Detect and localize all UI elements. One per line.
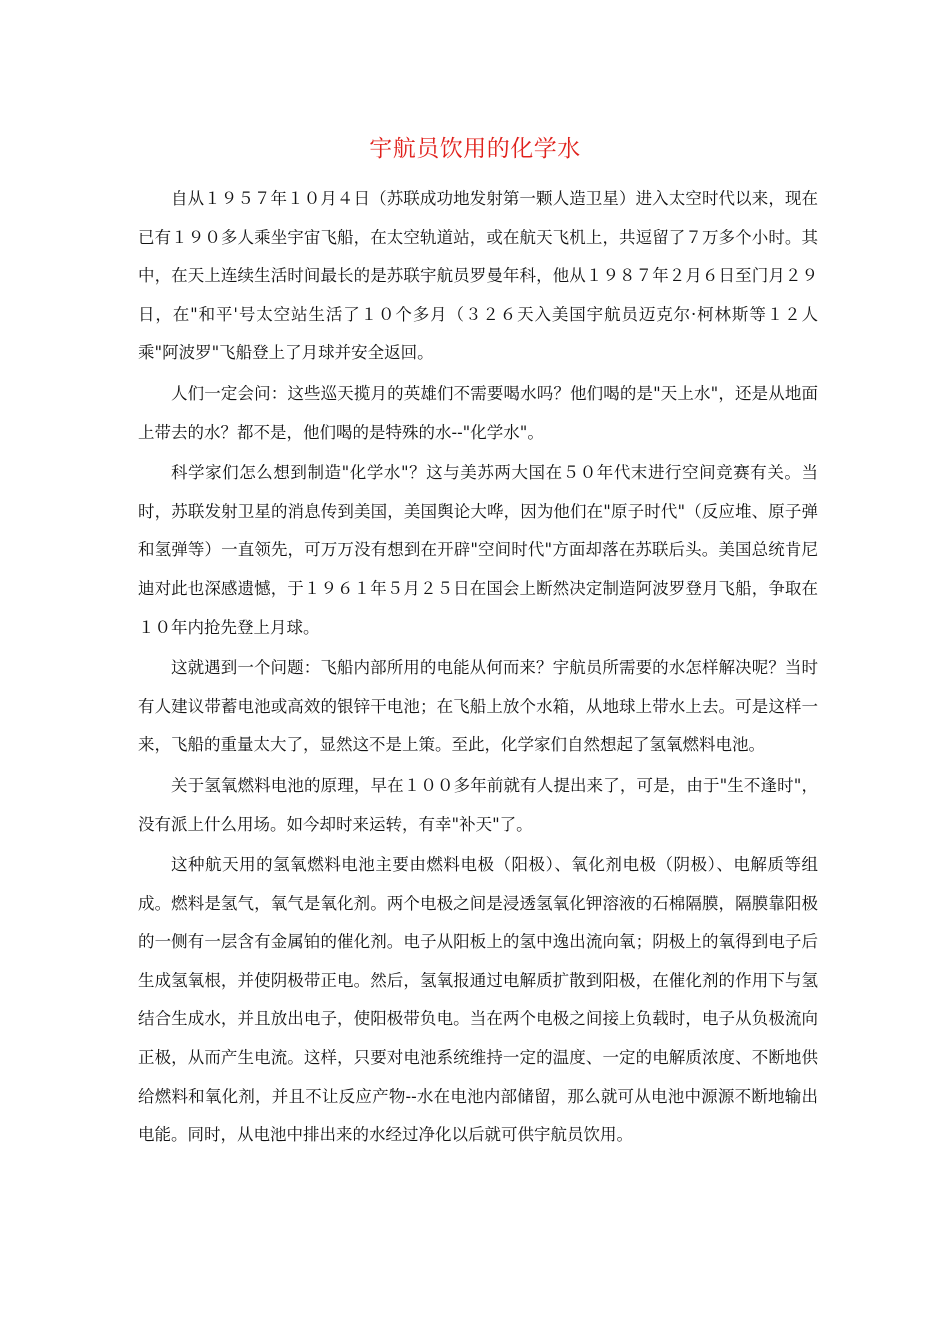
document-body [138, 180, 818, 1155]
paragraph-4: 这就遇到一个问题：飞船内部所用的电能从何而来？宇航员所需要的水怎样解决呢？当时有人建议带蓄电池或高效的银锌干电池；在飞船上放个水箱，从地球上带水上去。可是这样一来，飞船的重量太大了，显然这不是上策。至此，化学家们自然想起了氢氧燃料电池。 [138, 658, 818, 755]
document-title: 宇航员饮用的化学水 [369, 136, 581, 162]
paragraph-5: 关于氢氧燃料电池的原理，早在１００多年前就有人提出来了，可是，由于"生不逢时"，没有派上什么用场。如今却时来运转，有幸"补天"了。 [138, 775, 818, 834]
paragraph-6: 这种航天用的氢氧燃料电池主要由燃料电极（阳极）、氧化剂电极（阴极）、电解质等组成。燃料是氢气，氧气是氧化剂。两个电极之间是浸透氢氧化钾溶液的石棉隔膜，隔膜靠阳极的一侧有一层含有金属铂的催化剂。电子从阳板上的氢中逸出流向氧；阴极上的氧得到电子后生成氢氧根，并使阴极带正电。然后，氢氧报通过电解质扩散到阳极，在催化剂的作用下与氢结合生成水，并且放出电子，使阳极带负电。当在两个电极之间接上负载时，电子从负极流向正极，从而产生电流。这样，只要对电池系统维持一定的温度、一定的电解质浓度、不断地供给燃料和氧化剂，并且不让反应产物--水在电池内部储留，那么就可从电池中源源不断地输出电能。同时，从电池中排出来的水经过净化以后就可供宇航员饮用。 [138, 855, 818, 1145]
paragraph-2: 人们一定会问：这些巡天揽月的英雄们不需要喝水吗？他们喝的是"天上水"，还是从地面上带去的水？都不是，他们喝的是特殊的水--"化学水"。 [138, 383, 818, 442]
paragraph-3: 科学家们怎么想到制造"化学水"？这与美苏两大国在５０年代末进行空间竞赛有关。当时，苏联发射卫星的消息传到美国，美国舆论大哗，因为他们在"原子时代"（反应堆、原子弹和氢弹等）一直领先，可万万没有想到在开辟"空间时代"方面却落在苏联后头。美国总统肯尼迪对此也深感遗憾，于１９６１年５月２５日在国会上断然决定制造阿波罗登月飞船，争取在１０年内抢先登上月球。 [138, 463, 818, 637]
paragraph-1: 自从１９５７年１０月４日（苏联成功地发射第一颗人造卫星）进入太空时代以来，现在已有１９０多人乘坐宇宙飞船，在太空轨道站，或在航天飞机上，共逗留了７万多个小时。其中，在天上连续生活时间最长的是苏联宇航员罗曼年科，他从１９８７年２月６日至门月２９日，在"和平'号太空站生活了１０个多月（３２６天入美国宇航员迈克尔·柯林斯等１２人乘"阿波罗"飞船登上了月球并安全返回。 [138, 189, 818, 363]
